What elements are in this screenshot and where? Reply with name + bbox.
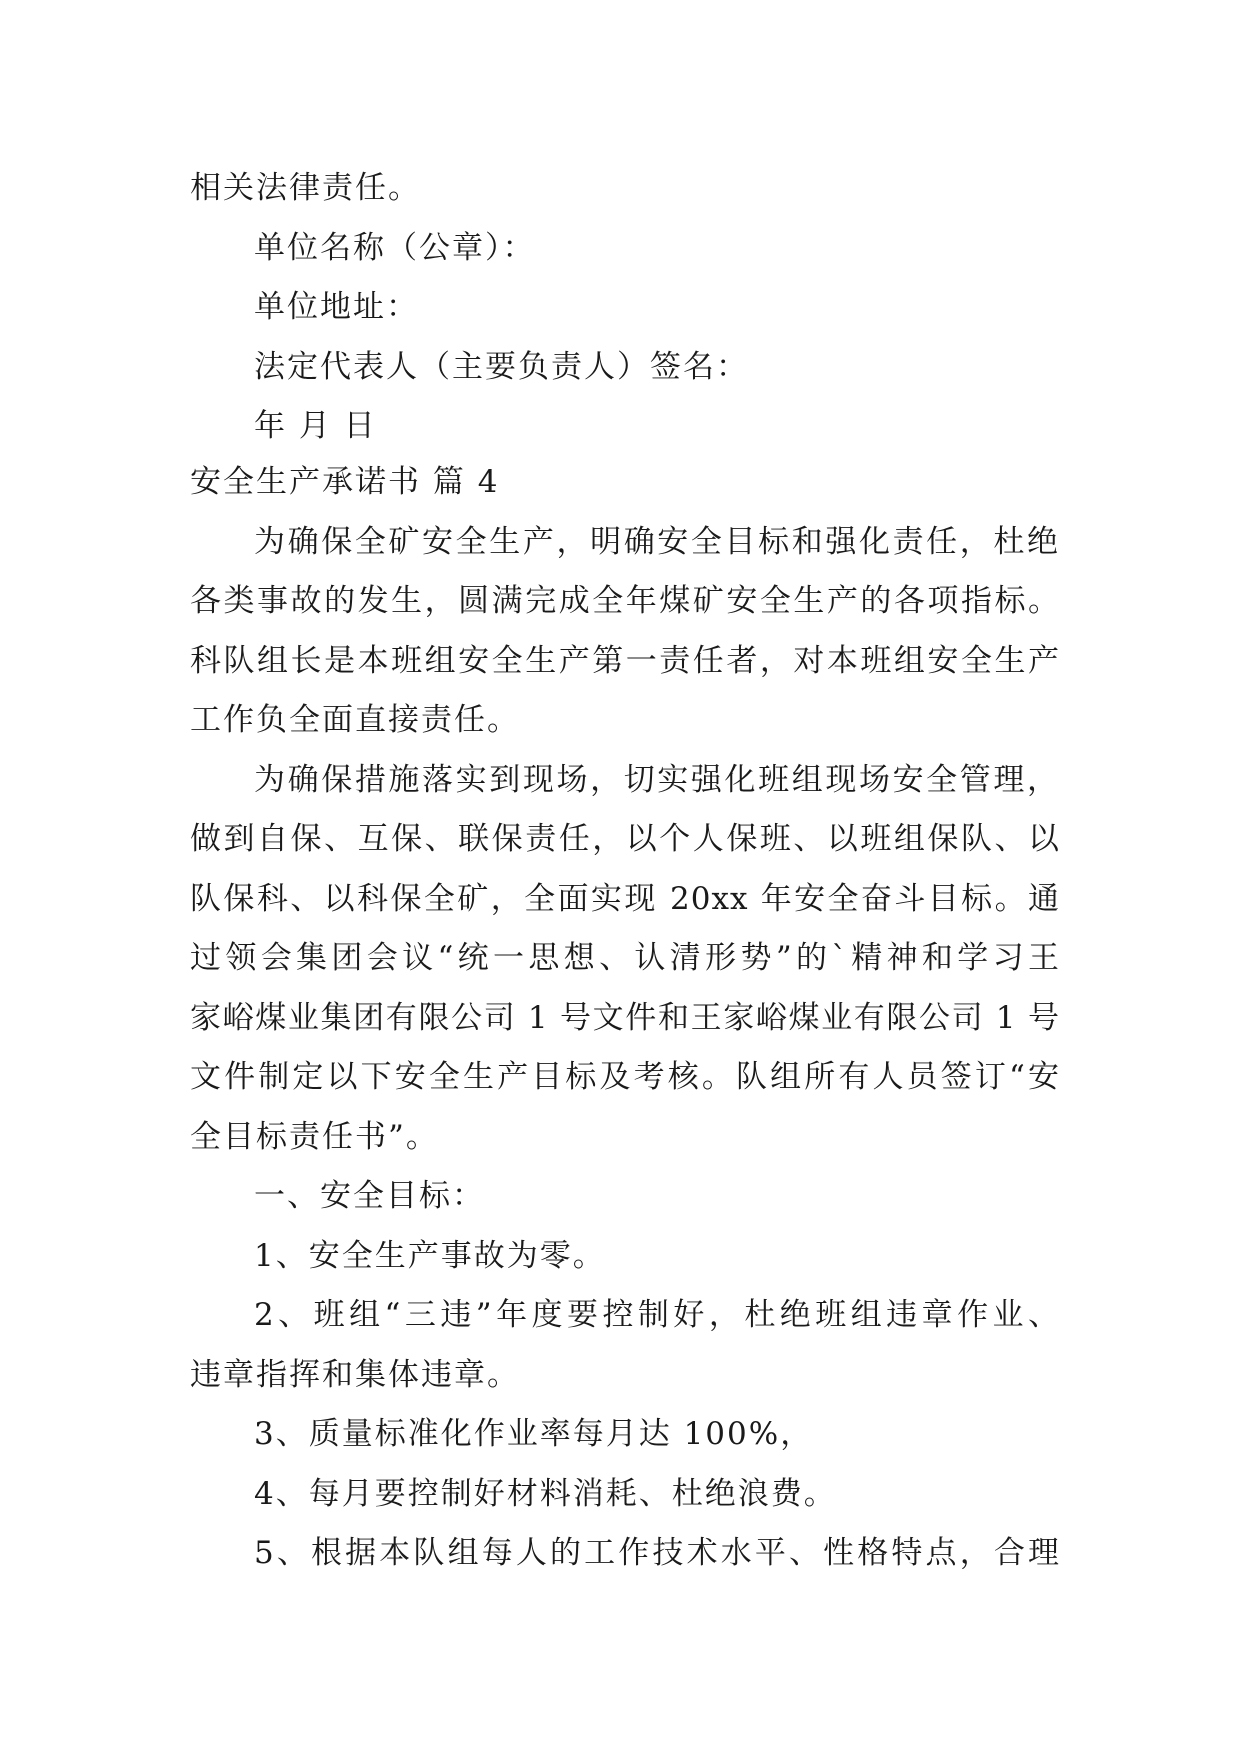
list-item-continuation: 违章指挥和集体违章。 xyxy=(190,1357,520,1393)
list-item: 2、班组“三违”年度要控制好，杜绝班组违章作业、 xyxy=(254,1297,1060,1333)
paragraph-line: 家峪煤业集团有限公司 1 号文件和王家峪煤业有限公司 1 号 xyxy=(190,1000,1060,1036)
list-item: 1、安全生产事故为零。 xyxy=(254,1238,606,1274)
paragraph-line: 为确保全矿安全生产，明确安全目标和强化责任，杜绝 xyxy=(254,524,1060,560)
paragraph-line: 为确保措施落实到现场，切实强化班组现场安全管理， xyxy=(254,762,1060,798)
paragraph-line: 科队组长是本班组安全生产第一责任者，对本班组安全生产 xyxy=(190,643,1060,679)
list-item: 3、质量标准化作业率每月达 100%， xyxy=(254,1416,814,1452)
paragraph-line: 工作负全面直接责任。 xyxy=(190,702,520,738)
paragraph-line: 队保科、以科保全矿，全面实现 20xx 年安全奋斗目标。通 xyxy=(190,881,1060,917)
list-item: 5、根据本队组每人的工作技术水平、性格特点，合理 xyxy=(254,1535,1060,1571)
company-address-label: 单位地址： xyxy=(254,289,419,325)
paragraph-line: 过领会集团会议“统一思想、认清形势”的`精神和学习王 xyxy=(190,940,1060,976)
paragraph-line: 各类事故的发生，圆满完成全年煤矿安全生产的各项指标。 xyxy=(190,583,1060,619)
paragraph-line: 全目标责任书”。 xyxy=(190,1119,439,1155)
legal-representative-label: 法定代表人（主要负责人）签名： xyxy=(254,349,749,385)
list-item: 4、每月要控制好材料消耗、杜绝浪费。 xyxy=(254,1476,837,1512)
company-name-label: 单位名称（公章）： xyxy=(254,230,536,266)
paragraph-line: 做到自保、互保、联保责任，以个人保班、以班组保队、以 xyxy=(190,821,1060,857)
date-label: 年 月 日 xyxy=(254,408,377,444)
text-line: 相关法律责任。 xyxy=(190,170,421,206)
subsection-heading: 一、安全目标： xyxy=(254,1178,485,1214)
section-title: 安全生产承诺书 篇 4 xyxy=(190,464,500,500)
paragraph-line: 文件制定以下安全生产目标及考核。队组所有人员签订“安 xyxy=(190,1059,1060,1095)
